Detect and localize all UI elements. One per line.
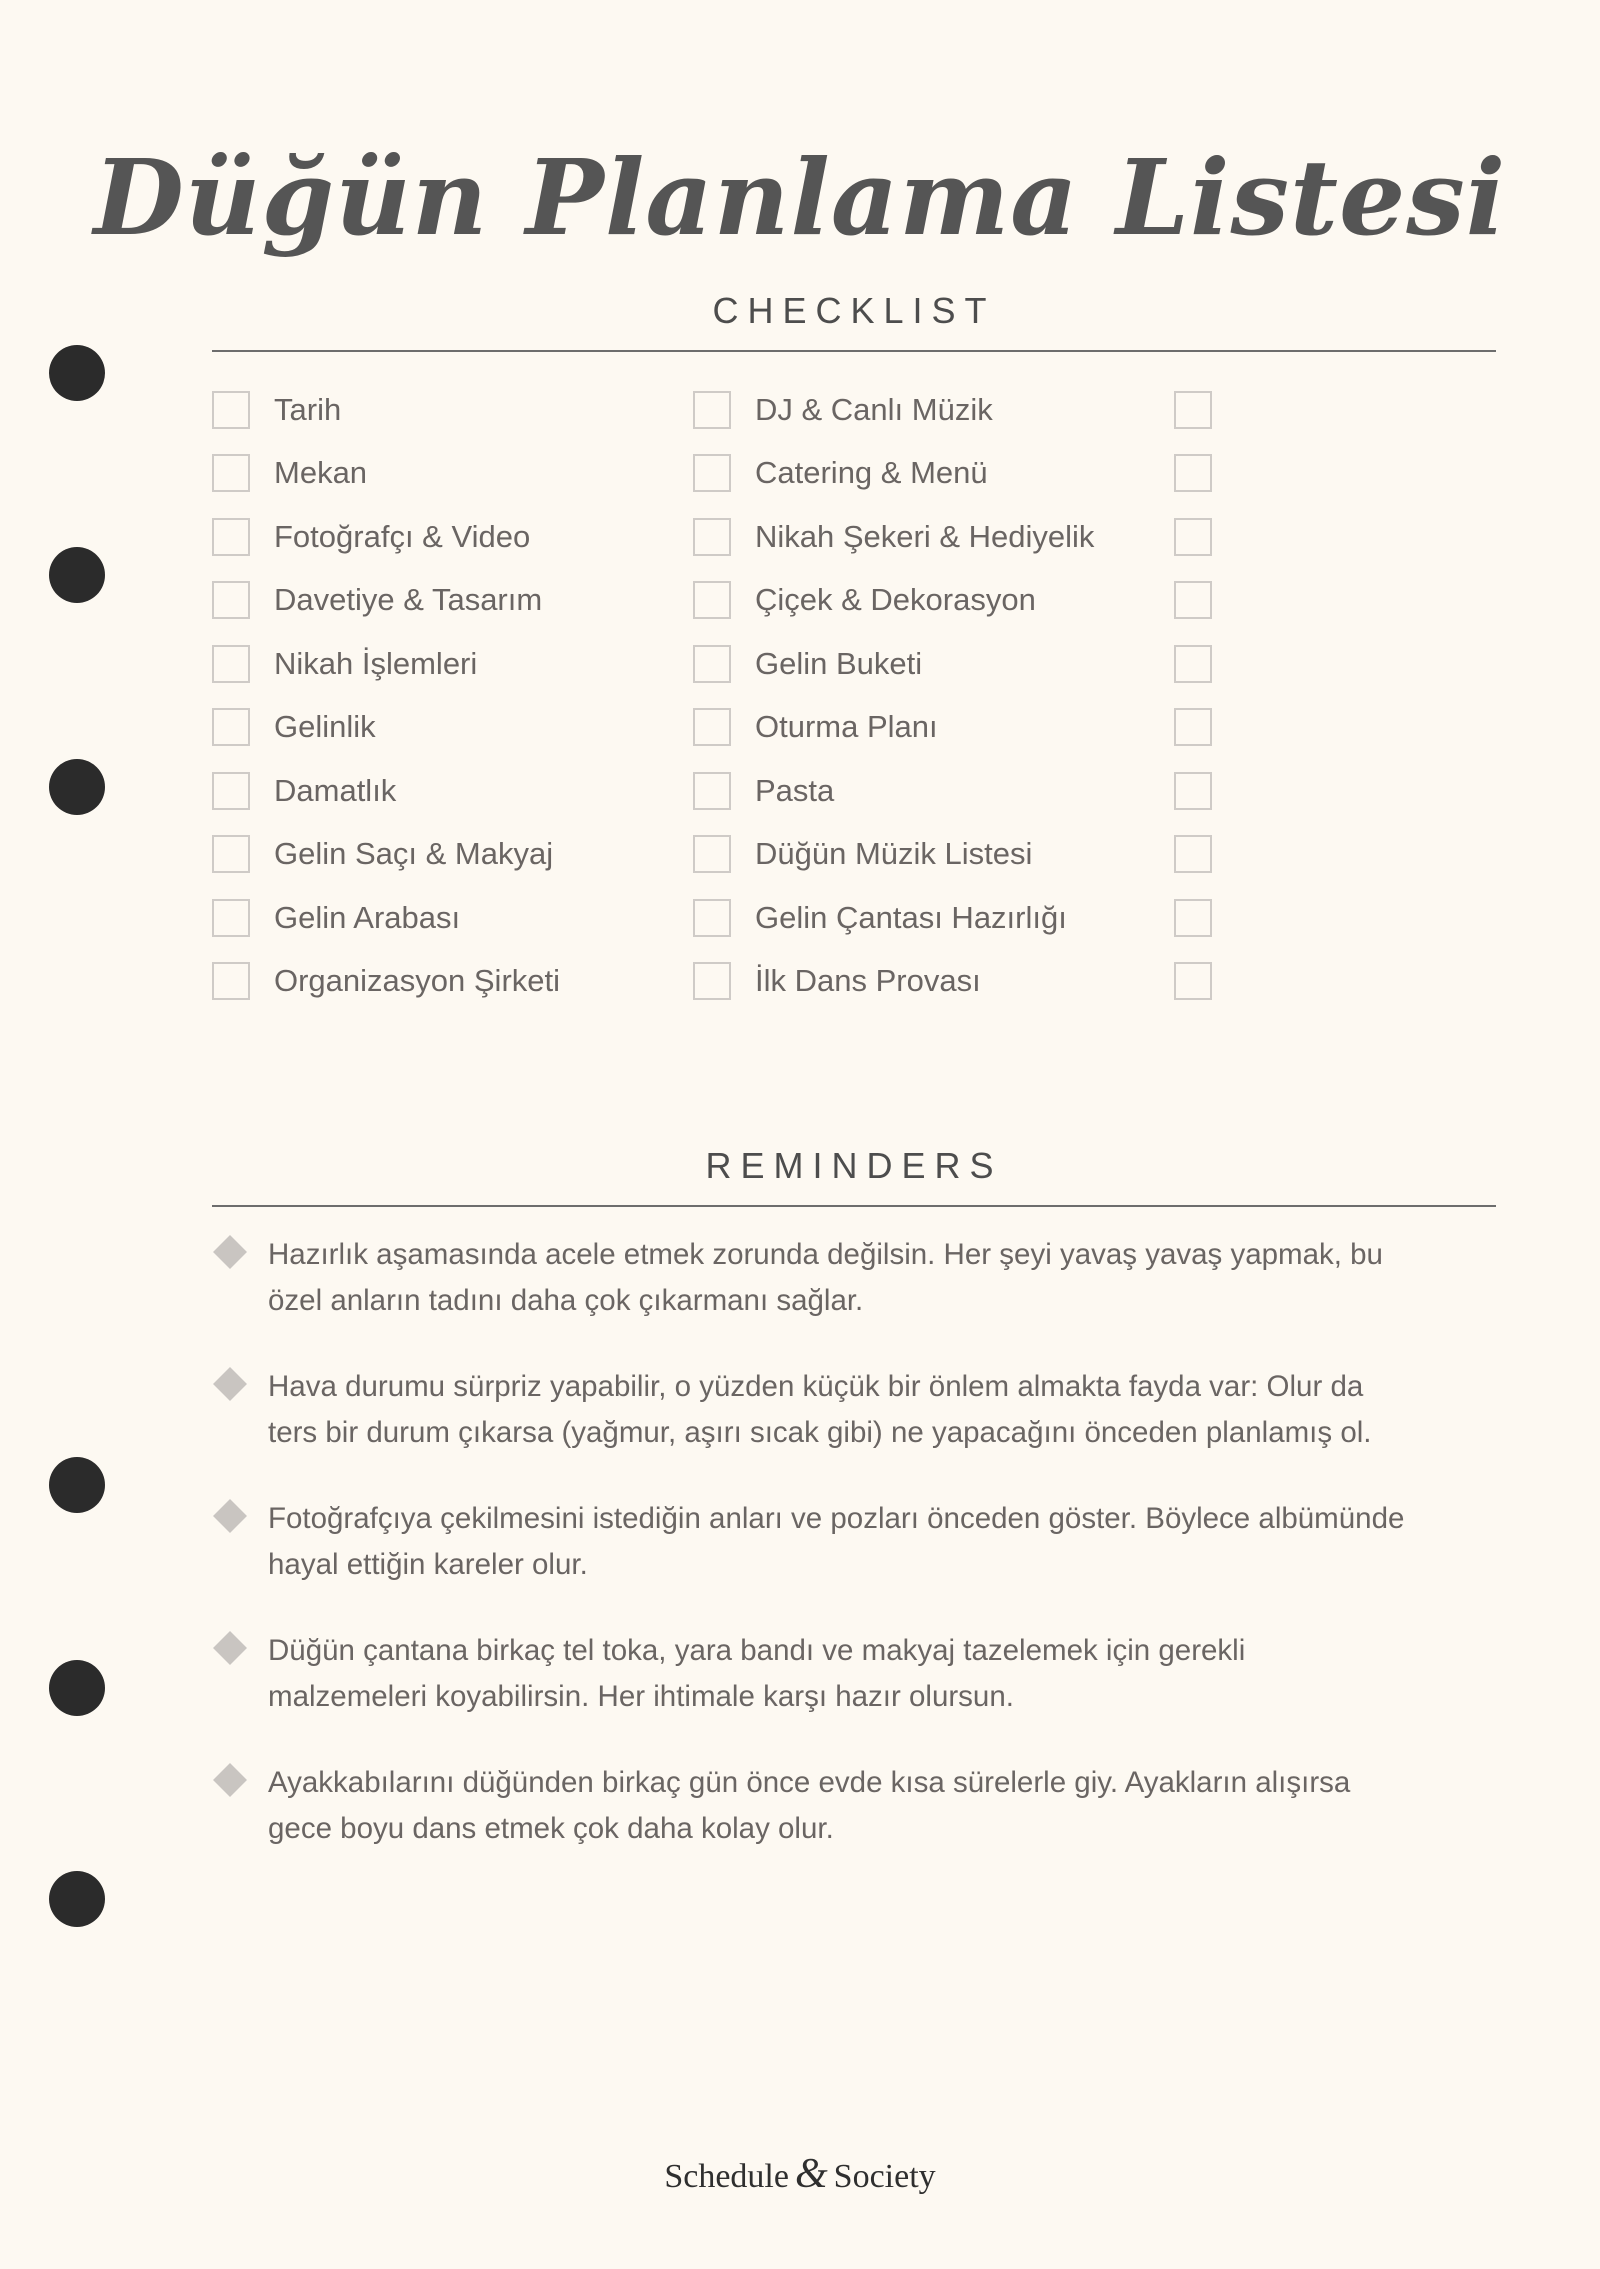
checklist-item-label: Organizasyon Şirketi [274, 963, 561, 999]
checkbox[interactable] [1174, 518, 1212, 556]
checklist-item [212, 950, 560, 1014]
checklist-item [212, 886, 560, 950]
checklist-item [1174, 569, 1212, 633]
checkbox[interactable] [693, 899, 731, 937]
checkbox[interactable] [693, 962, 731, 1000]
checklist-item [212, 759, 560, 823]
checkbox[interactable] [1174, 772, 1212, 810]
checkbox[interactable] [212, 645, 250, 683]
binder-hole [49, 1457, 105, 1513]
checklist-item-label: DJ & Canlı Müzik [755, 391, 993, 427]
checklist-item [693, 632, 1094, 696]
reminder-item [212, 1232, 1412, 1324]
checkbox[interactable] [1174, 581, 1212, 619]
checklist-item [1174, 759, 1212, 823]
checklist-item-label: Davetiye & Tasarım [274, 582, 543, 618]
checklist-item [1174, 823, 1212, 887]
checklist-item-label: Tarih [274, 391, 342, 427]
checklist-item-label: Düğün Müzik Listesi [755, 836, 1033, 872]
checklist-item [693, 569, 1094, 633]
reminder-item [212, 1760, 1412, 1852]
checklist-item [693, 442, 1094, 506]
reminder-item [212, 1496, 1412, 1588]
checklist-item-label: İlk Dans Provası [755, 963, 981, 999]
checkbox[interactable] [1174, 899, 1212, 937]
reminders-heading: REMINDERS [705, 1145, 1003, 1186]
diamond-bullet-icon [213, 1631, 247, 1665]
diamond-bullet-icon [213, 1763, 247, 1797]
checklist-item [212, 632, 560, 696]
diamond-bullet-icon [213, 1235, 247, 1269]
binder-hole [49, 345, 105, 401]
checklist-item-label: Damatlık [274, 772, 397, 808]
checklist-item [693, 950, 1094, 1014]
checklist-item [212, 823, 560, 887]
reminders-list [212, 1232, 1412, 1892]
checklist-item [693, 823, 1094, 887]
checkbox[interactable] [212, 772, 250, 810]
checkbox[interactable] [1174, 962, 1212, 1000]
checklist-item-label: Gelin Saçı & Makyaj [274, 836, 554, 872]
checkbox[interactable] [1174, 454, 1212, 492]
checkbox[interactable] [212, 835, 250, 873]
reminder-item [212, 1628, 1412, 1720]
checkbox[interactable] [212, 454, 250, 492]
checklist-item [693, 505, 1094, 569]
checkbox[interactable] [693, 772, 731, 810]
reminder-text: Fotoğrafçıya çekilmesini istediğin anları ve pozları önceden göster. Böylece albümünde hayal ettiğin kareler olur. [268, 1502, 1405, 1581]
checklist-item-label: Pasta [755, 772, 835, 808]
checklist-item [212, 569, 560, 633]
brand-mark: & [794, 2151, 828, 2197]
checkbox[interactable] [212, 899, 250, 937]
checklist-item [1174, 950, 1212, 1014]
reminder-text: Hazırlık aşamasında acele etmek zorunda değilsin. Her şeyi yavaş yavaş yapmak, bu özel anların tadını daha çok çıkarmanı sağlar. [268, 1238, 1383, 1317]
reminder-text: Hava durumu sürpriz yapabilir, o yüzden küçük bir önlem almakta fayda var: Olur da ters bir durum çıkarsa (yağmur, aşırı sıcak gibi) ne yapacağını önceden planlamış ol. [268, 1370, 1372, 1449]
checklist-item [693, 886, 1094, 950]
checklist-item [693, 696, 1094, 760]
checklist-item-label: Çiçek & Dekorasyon [755, 582, 1036, 618]
checklist-item [1174, 632, 1212, 696]
checklist-item [212, 505, 560, 569]
checklist-item [693, 759, 1094, 823]
checkbox[interactable] [1174, 835, 1212, 873]
checklist-item-label: Mekan [274, 455, 368, 491]
binder-hole [49, 759, 105, 815]
checkbox[interactable] [1174, 708, 1212, 746]
checklist-divider [212, 350, 1496, 352]
checkbox[interactable] [693, 645, 731, 683]
checklist-item [1174, 696, 1212, 760]
checkbox[interactable] [212, 391, 250, 429]
checklist-column-3 [1174, 378, 1212, 1013]
checkbox[interactable] [693, 835, 731, 873]
checklist-item-label: Nikah Şekeri & Hediyelik [755, 518, 1095, 554]
checklist-heading: CHECKLIST [712, 290, 996, 331]
diamond-bullet-icon [213, 1499, 247, 1533]
checkbox[interactable] [212, 708, 250, 746]
checklist-item [1174, 886, 1212, 950]
checkbox[interactable] [1174, 391, 1212, 429]
checklist-item [1174, 442, 1212, 506]
checklist [212, 378, 1496, 1018]
checkbox[interactable] [693, 581, 731, 619]
binder-hole [49, 547, 105, 603]
reminder-text: Ayakkabılarını düğünden birkaç gün önce evde kısa sürelerle giy. Ayakların alışırsa gece boyu dans etmek çok daha kolay olur. [268, 1766, 1351, 1845]
reminder-item [212, 1364, 1412, 1456]
reminder-text: Düğün çantana birkaç tel toka, yara bandı ve makyaj tazelemek için gerekli malzemeleri koyabilirsin. Her ihtimale karşı hazır olursun. [268, 1634, 1246, 1713]
checklist-item-label: Fotoğrafçı & Video [274, 518, 531, 554]
checkbox[interactable] [693, 391, 731, 429]
brand-name-right: Society [833, 2158, 936, 2195]
checklist-item [1174, 505, 1212, 569]
brand-logo [0, 2150, 1600, 2198]
checklist-item-label: Gelin Arabası [274, 899, 461, 935]
page-title: Düğün Planlama Listesi [93, 135, 1507, 259]
checklist-item [212, 696, 560, 760]
diamond-bullet-icon [213, 1367, 247, 1401]
checklist-item-label: Nikah İşlemleri [274, 645, 478, 681]
checklist-item-label: Gelin Buketi [755, 645, 923, 681]
checklist-item-label: Gelin Çantası Hazırlığı [755, 899, 1067, 935]
binder-hole [49, 1871, 105, 1927]
checklist-item-label: Oturma Planı [755, 709, 938, 745]
checkbox[interactable] [212, 962, 250, 1000]
checkbox[interactable] [693, 454, 731, 492]
checkbox[interactable] [693, 708, 731, 746]
checklist-item [212, 442, 560, 506]
binder-hole [49, 1660, 105, 1716]
checklist-item [212, 378, 560, 442]
brand-name-left: Schedule [664, 2158, 789, 2195]
checkbox[interactable] [1174, 645, 1212, 683]
checkbox[interactable] [212, 518, 250, 556]
checklist-column-1 [212, 378, 560, 1013]
checklist-item [693, 378, 1094, 442]
checklist-item [1174, 378, 1212, 442]
checklist-item-label: Gelinlik [274, 709, 376, 745]
checkbox[interactable] [212, 581, 250, 619]
checklist-column-2 [693, 378, 1094, 1013]
checkbox[interactable] [693, 518, 731, 556]
reminders-divider [212, 1205, 1496, 1207]
checklist-item-label: Catering & Menü [755, 455, 988, 491]
